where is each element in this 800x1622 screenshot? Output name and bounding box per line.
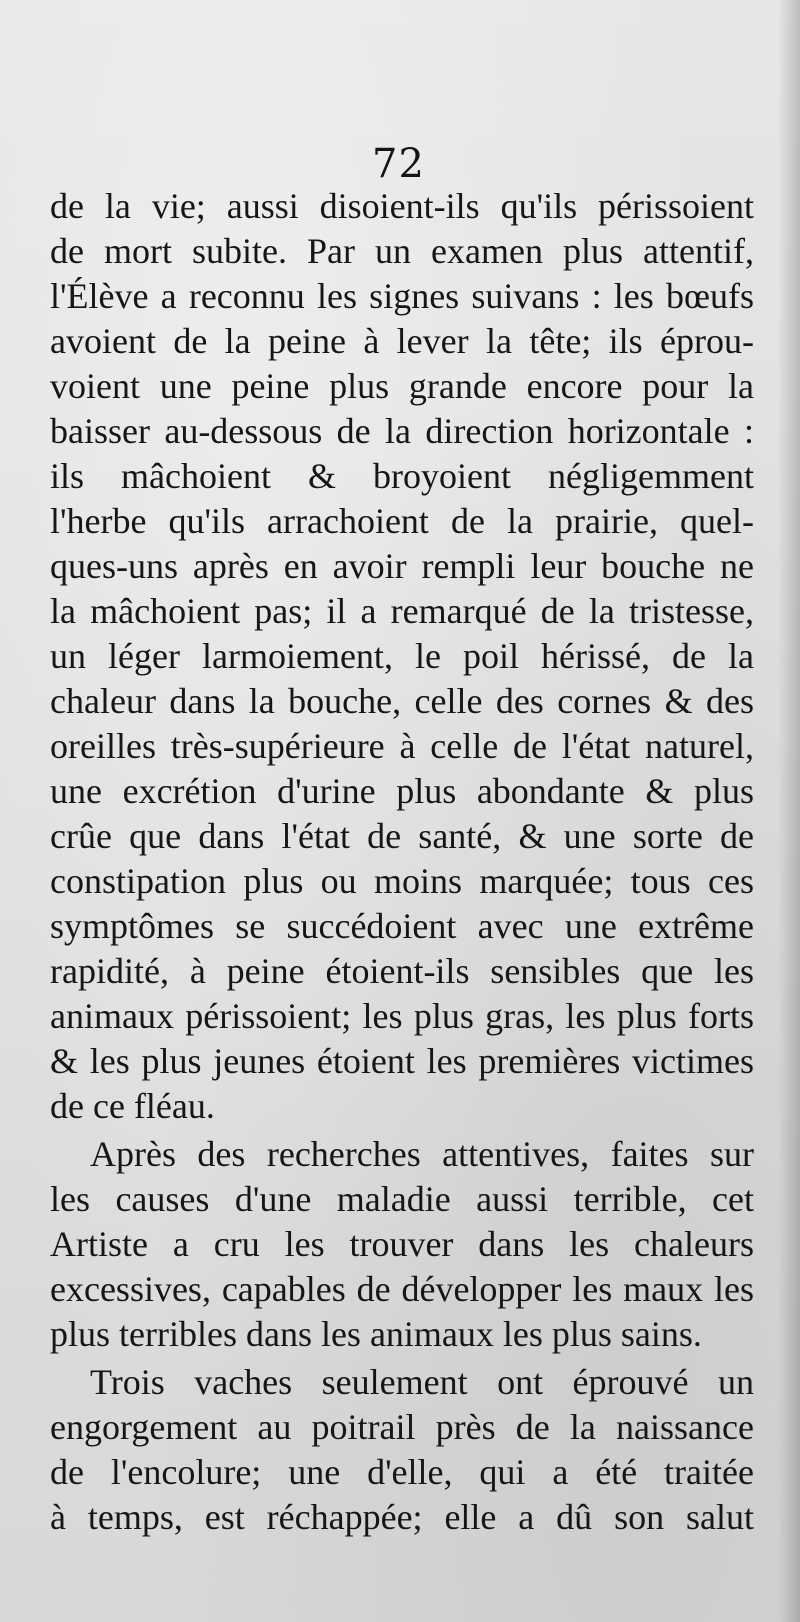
text-line: de la vie; aussi disoient-ils qu'ils périssoient	[50, 186, 754, 226]
text-line: l'Élève a reconnu les signes suivans : les bœufs	[50, 276, 754, 316]
text-line: les causes d'une maladie aussi terrible, cet	[50, 1179, 754, 1219]
paragraph	[50, 1132, 754, 1357]
text-line: chaleur dans la bouche, celle des cornes & des	[50, 681, 754, 721]
page-number: 72	[372, 141, 425, 187]
text-line: crûe que dans l'état de santé, & une sorte de	[50, 816, 754, 856]
text-line: ils mâchoient & broyoient négligemment	[50, 456, 754, 496]
text-line: une excrétion d'urine plus abondante & plus	[50, 771, 754, 811]
text-line: baisser au-dessous de la direction horizontale :	[50, 411, 754, 451]
text-line: l'herbe qu'ils arrachoient de la prairie, quel-	[50, 501, 754, 541]
body-text	[50, 184, 754, 1540]
text-line: ques-uns après en avoir rempli leur bouche ne	[50, 546, 754, 586]
text-line: la mâchoient pas; il a remarqué de la tristesse,	[50, 591, 754, 631]
text-line: à temps, est réchappée; elle a dû son salut	[50, 1497, 754, 1537]
text-line: rapidité, à peine étoient-ils sensibles que les	[50, 951, 754, 991]
paragraph	[50, 184, 754, 1129]
text-line: animaux périssoient; les plus gras, les plus forts	[50, 996, 754, 1036]
text-line: & les plus jeunes étoient les premières victimes	[50, 1041, 754, 1081]
text-line: plus terribles dans les animaux les plus sains.	[50, 1314, 702, 1354]
text-line: Trois vaches seulement ont éprouvé un	[90, 1362, 754, 1402]
text-line: voient une peine plus grande encore pour la	[50, 366, 754, 406]
text-line: engorgement au poitrail près de la naissance	[50, 1407, 754, 1447]
text-line: oreilles très-supérieure à celle de l'état naturel,	[50, 726, 754, 766]
text-line: de l'encolure; une d'elle, qui a été traitée	[50, 1452, 754, 1492]
text-line: excessives, capables de développer les maux les	[50, 1269, 754, 1309]
text-line: Après des recherches attentives, faites sur	[90, 1134, 754, 1174]
text-line: avoient de la peine à lever la tête; ils éprou-	[50, 321, 754, 361]
text-line: constipation plus ou moins marquée; tous ces	[50, 861, 754, 901]
text-line: de mort subite. Par un examen plus attentif,	[50, 231, 754, 271]
page-edge-shadow	[778, 0, 800, 1622]
text-line: symptômes se succédoient avec une extrême	[50, 906, 754, 946]
text-line: Artiste a cru les trouver dans les chaleurs	[50, 1224, 754, 1264]
text-line: de ce fléau.	[50, 1086, 215, 1126]
paragraph	[50, 1360, 754, 1540]
text-line: un léger larmoiement, le poil hérissé, de la	[50, 636, 754, 676]
